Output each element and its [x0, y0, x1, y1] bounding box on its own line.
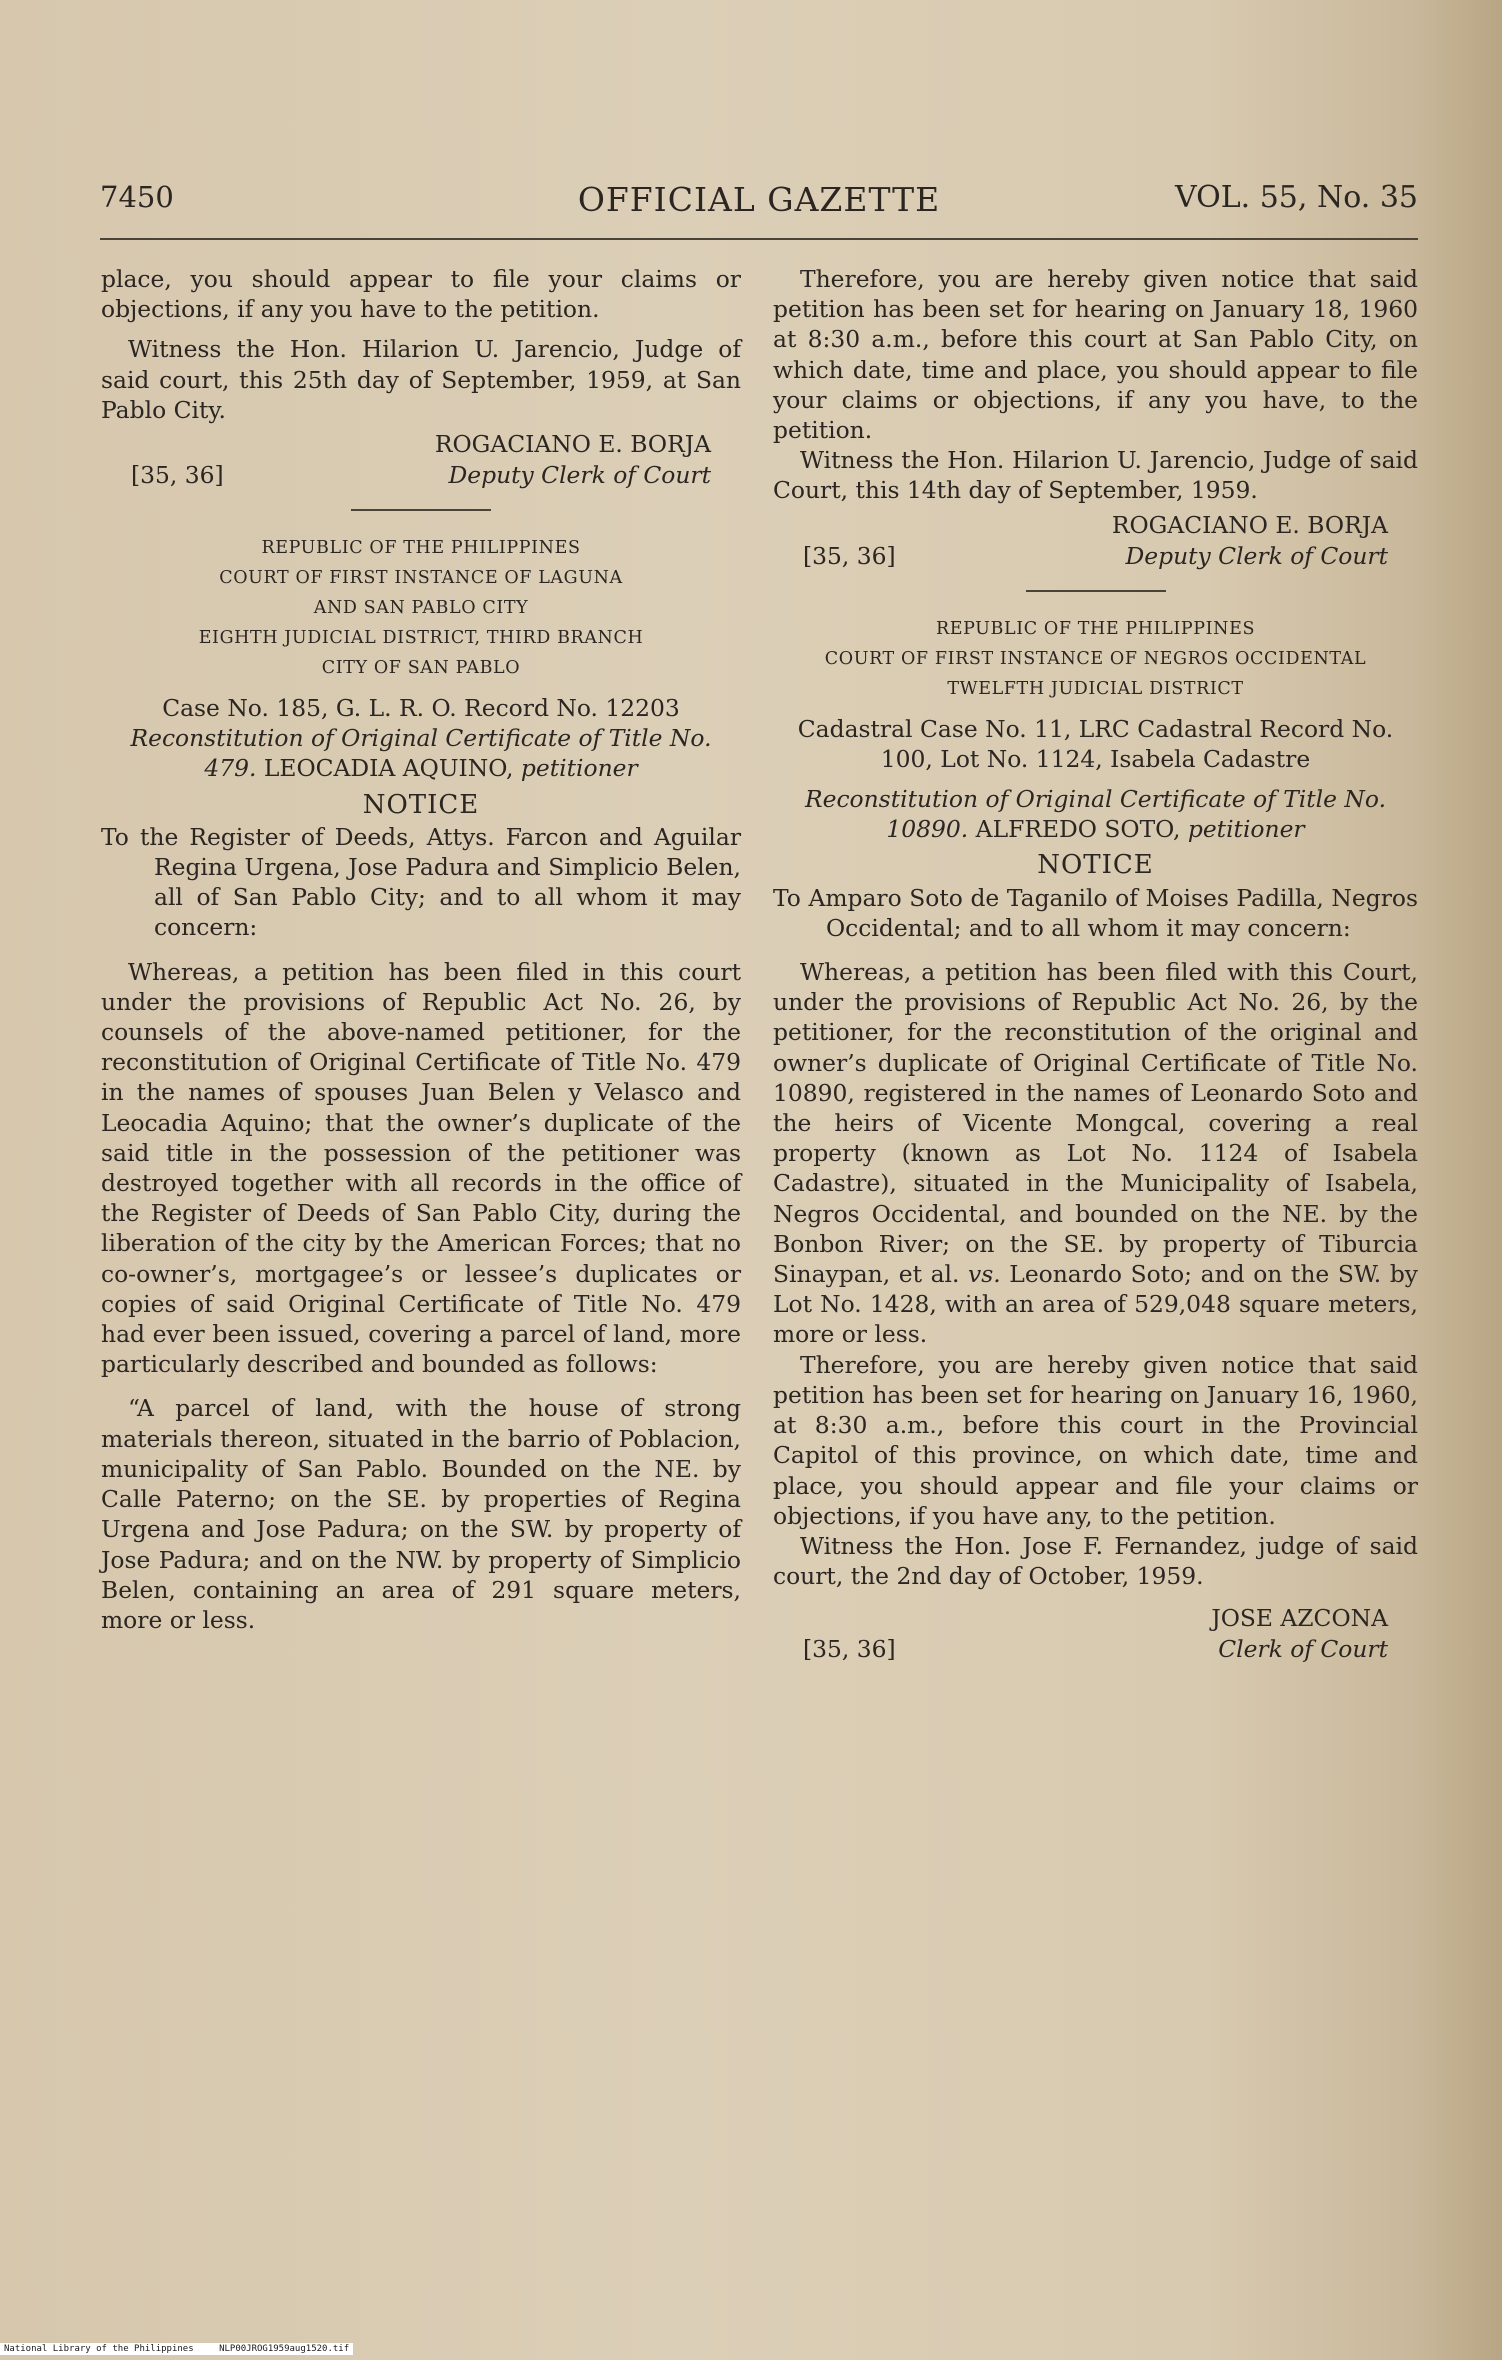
whereas-text: Whereas, a petition has been filed with this Court, under the provisions of Republic Act No. 26, by the petitioner, for the reconstitution of the original and owner’s duplicate of Original Certificate of Title No. 10890, registered in the names of Leonardo Soto and the heirs of Vicente Mongcal, covering a real property (known as Lot No. 1124 of Isabela Cadastre), situated in the Municipality of Isabela, Negros Occidental, and bounded on the NE. by the Bonbon River; on the SE. by property of Tiburcia Sinaypan, et al.: [773, 958, 1418, 1289]
therefore-paragraph: Therefore, you are hereby given notice that said petition has been set for hearing on January 18, 1960 at 8:30 a.m., before this court at San Pablo City, on which date, time and place, you should appear to file your claims or objections, if any you have, to the petition.: [773, 265, 1418, 445]
signature-block: [773, 1603, 1418, 1665]
signatory-name: ROGACIANO E. BORJA: [1111, 510, 1388, 539]
petitioner-label: petitioner: [1187, 815, 1305, 844]
therefore-paragraph: Therefore, you are hereby given notice that said petition has been set for hearing on January 16, 1960, at 8:30 a.m., before this court in the Provincial Capitol of this province, on which date, time and place, you should appear and file your claims or objections, if you have any, to the petition.: [773, 1350, 1418, 1530]
court-heading: [773, 614, 1418, 704]
notice-heading: NOTICE: [1037, 850, 1154, 881]
continued-paragraph: place, you should appear to file your claims or objections, if any you have to the petition.: [101, 265, 741, 324]
right-column: [773, 264, 1418, 1665]
case-number: Cadastral Case No. 11, LRC Cadastral Record No. 100, Lot No. 1124, Isabela Cadastre: [797, 714, 1394, 773]
court-heading-line: REPUBLIC OF THE PHILIPPINES: [935, 618, 1256, 639]
court-heading-line: TWELFTH JUDICIAL DISTRICT: [947, 678, 1244, 699]
petitioner-label: petitioner: [520, 754, 638, 783]
court-heading-line: COURT OF FIRST INSTANCE OF LAGUNA: [219, 568, 623, 589]
page-number: 7450: [100, 180, 174, 214]
issue-reference: [35, 36]: [803, 541, 896, 570]
addressee-paragraph: To the Register of Deeds, Attys. Farcon and Aguilar Regina Urgena, Jose Padura and Simplicio Belen, all of San Pablo City; and to all whom it may concern:: [101, 822, 741, 942]
page-header: [100, 180, 1418, 224]
witness-paragraph: Witness the Hon. Hilarion U. Jarencio, Judge of said court, this 25th day of September, 1959, at San Pablo City.: [101, 335, 741, 424]
parcel-description: “A parcel of land, with the house of strong materials thereon, situated in the barrio of Poblacion, municipality of San Pablo. Bounded on the NE. by Calle Paterno; on the SE. by properties of Regina Urgena and Jose Padura; on the SW. by property of Jose Padura; and on the NW. by property of Simplicio Belen, containing an area of 291 square meters, more or less.: [101, 1394, 741, 1634]
whereas-paragraph: [773, 957, 1418, 1350]
addressee-paragraph: To Amparo Soto de Taganilo of Moises Padilla, Negros Occidental; and to all whom it may concern:: [773, 883, 1418, 942]
notice-heading: NOTICE: [362, 789, 480, 820]
scan-filename: NLP00JROG1959aug1520.tif: [219, 2344, 350, 2354]
signatory-title: Clerk of Court: [1218, 1635, 1388, 1664]
case-caption: [773, 784, 1418, 844]
versus-abbrev: vs.: [968, 1260, 1001, 1289]
signatory-title: Deputy Clerk of Court: [1125, 541, 1388, 570]
petitioner-name: ALFREDO SOTO,: [975, 815, 1181, 844]
court-heading-line: REPUBLIC OF THE PHILIPPINES: [261, 538, 581, 559]
petitioner-name: LEOCADIA AQUINO,: [263, 754, 514, 783]
section-divider: [351, 509, 491, 511]
witness-paragraph: Witness the Hon. Jose F. Fernandez, judge of said court, the 2nd day of October, 1959.: [773, 1531, 1418, 1591]
library-credit: National Library of the Philippines: [4, 2344, 194, 2354]
witness-paragraph: Witness the Hon. Hilarion U. Jarencio, Judge of said Court, this 14th day of September, 1959.: [773, 446, 1418, 505]
left-column: [101, 264, 741, 1635]
issue-reference: [35, 36]: [803, 1635, 896, 1664]
whereas-text-cont: Leonardo Soto; and on the SW. by Lot No. 1428, with an area of 529,048 square meters, more or less.: [773, 1260, 1419, 1349]
issue-reference: [35, 36]: [131, 461, 224, 490]
reconstitution-title: Reconstitution of Original Certificate of Title No. 10890.: [804, 785, 1387, 844]
reconstitution-title: Reconstitution of Original Certificate of Title No. 479.: [130, 724, 712, 783]
signatory-name: JOSE AZCONA: [1211, 1604, 1388, 1633]
court-heading-line: CITY OF SAN PABLO: [321, 658, 521, 679]
header-rule: [100, 238, 1418, 240]
signatory-title: Deputy Clerk of Court: [448, 461, 711, 490]
section-divider: [1026, 590, 1166, 592]
signature-block: [773, 510, 1418, 572]
court-heading-line: EIGHTH JUDICIAL DISTRICT, THIRD BRANCH: [198, 628, 644, 649]
case-caption: [101, 723, 741, 783]
volume-number: VOL. 55, No. 35: [1174, 180, 1418, 215]
signature-block: [101, 429, 741, 491]
court-heading: [101, 533, 741, 683]
whereas-paragraph: Whereas, a petition has been filed in this court under the provisions of Republic Act No. 26, by counsels of the above-named petitioner, for the reconstitution of Original Certificate of Title No. 479 in the names of spouses Juan Belen y Velasco and Leocadia Aquino; that the owner’s duplicate of the said title in the possession of the petitioner was destroyed together with all records in the office of the Register of Deeds of San Pablo City, during the liberation of the city by the American Forces; that no co-owner’s, mortgagee’s or lessee’s duplicates or copies of said Original Certificate of Title No. 479 had ever been issued, covering a parcel of land, more particularly described and bounded as follows:: [101, 957, 741, 1379]
scan-footer: [0, 2343, 353, 2355]
court-heading-line: AND SAN PABLO CITY: [313, 598, 529, 619]
case-number: Case No. 185, G. L. R. O. Record No. 12203: [162, 694, 680, 723]
publication-title: OFFICIAL GAZETTE: [577, 180, 941, 219]
court-heading-line: COURT OF FIRST INSTANCE OF NEGROS OCCIDENTAL: [824, 648, 1367, 669]
signatory-name: ROGACIANO E. BORJA: [434, 430, 711, 459]
